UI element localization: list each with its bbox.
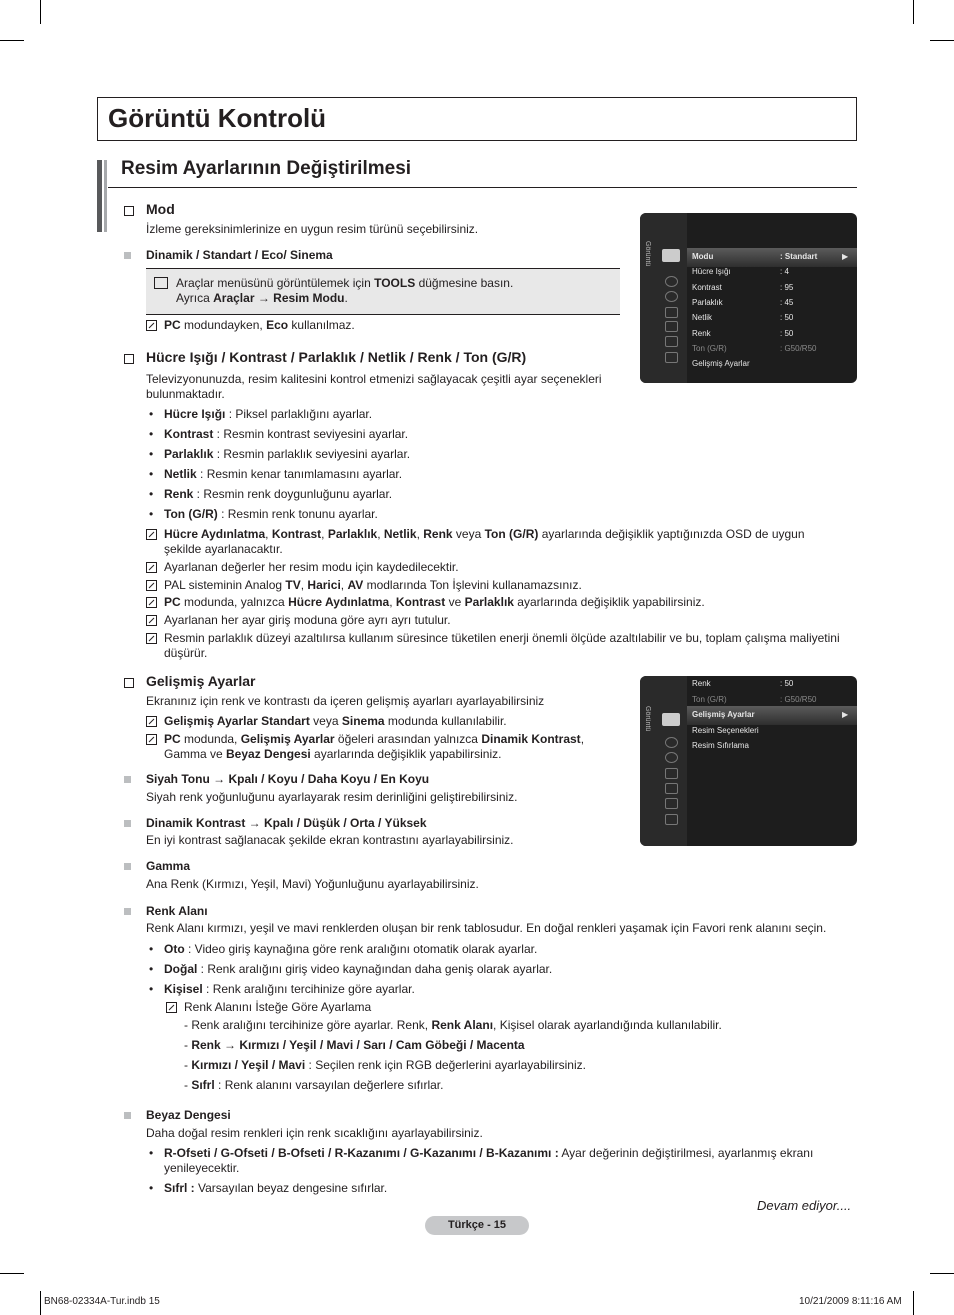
- cell-note-1: Hücre Aydınlatma, Kontrast, Parlaklık, Netlik, Renk veya Ton (G/R) ayarlarında değişiklik yaptığınızda OSD de uygun: [164, 527, 805, 541]
- black-tone-desc: Siyah renk yoğunluğunu ayarlayarak resim derinliğini geliştirebilirsiniz.: [146, 790, 518, 804]
- bullet-dot: •: [149, 427, 154, 441]
- note-icon: [146, 716, 157, 727]
- menu-item-value: : 95: [780, 282, 794, 292]
- mod-options: Dinamik / Standart / Eco/ Sinema: [146, 248, 333, 262]
- menu-item-label[interactable]: Resim Seçenekleri: [692, 725, 759, 735]
- crop-mark: [0, 1273, 24, 1274]
- square-bullet-icon: [124, 252, 131, 259]
- color-space-title: Renk Alanı: [146, 904, 208, 918]
- menu-icon: [665, 321, 678, 332]
- adv-note-2b: Gamma ve Beyaz Dengesi ayarlarında değişiklik yapabilirsiniz.: [164, 747, 502, 761]
- menu-arrow-icon: ▶: [842, 252, 849, 261]
- bullet-dot: •: [149, 1146, 154, 1160]
- menu-item-label[interactable]: Modu: [692, 252, 714, 261]
- checkbox-bullet-icon: [124, 354, 134, 364]
- continued-text: Devam ediyor....: [757, 1198, 852, 1213]
- square-bullet-icon: [124, 776, 131, 783]
- color-space-sub-1: - Renk aralığını tercihinize göre ayarlar. Renk, Renk Alanı, Kişisel olarak ayarlandığında kullanılabilir.: [184, 1018, 722, 1032]
- menu-item-label[interactable]: Kontrast: [692, 282, 722, 292]
- note-icon: [166, 1002, 177, 1013]
- menu-item-label[interactable]: Renk: [692, 328, 711, 338]
- menu-icon: [665, 336, 678, 347]
- color-space-item: Kişisel : Renk aralığını tercihinize göre ayarlar.: [164, 982, 415, 996]
- cell-desc: Televizyonunuzda, resim kalitesini kontrol etmenizi sağlayacak çeşitli ayar seçenekleri bulunmaktadır.: [146, 372, 602, 401]
- menu-icon: [665, 783, 678, 794]
- cell-note-1b: şekilde ayarlanacaktır.: [164, 542, 283, 556]
- bullet-dot: •: [149, 447, 154, 461]
- color-space-sub-2: - Renk → Kırmızı / Yeşil / Mavi / Sarı / Cam Göbeği / Macenta: [184, 1038, 525, 1052]
- menu-item-label[interactable]: Gelişmiş Ayarlar: [692, 359, 750, 369]
- color-space-note: Renk Alanını İsteğe Göre Ayarlama: [184, 1000, 372, 1014]
- menu-sidebar: [640, 213, 687, 383]
- section-title: Resim Ayarlarının Değiştirilmesi: [121, 158, 412, 179]
- menu-item-value: : 45: [780, 297, 794, 307]
- mod-note: PC modundayken, Eco kullanılmaz.: [164, 318, 355, 332]
- note-icon: [146, 597, 157, 608]
- cell-note-6: Resmin parlaklık düzeyi azaltılırsa kullanım süresince tüketilen enerji önemli ölçüde azaltılabilir ve bu, toplam çalışma maliyetini düşürür.: [164, 631, 840, 660]
- menu-item-label[interactable]: Ton (G/R): [692, 343, 727, 353]
- note-icon: [146, 580, 157, 591]
- cell-note-4: PC modunda, yalnızca Hücre Aydınlatma, Kontrast ve Parlaklık ayarlarında değişiklik yapabilirsiniz.: [164, 595, 705, 609]
- cell-heading: Hücre Işığı / Kontrast / Parlaklık / Netlik / Renk / Ton (G/R): [146, 349, 527, 365]
- black-tone-title: Siyah Tonu → Kpalı / Koyu / Daha Koyu / En Koyu: [146, 772, 430, 786]
- note-icon: [146, 633, 157, 644]
- dynamic-contrast-title: Dinamik Kontrast → Kpalı / Düşük / Orta / Yüksek: [146, 816, 427, 830]
- adv-note-2: PC modunda, Gelişmiş Ayarlar öğeleri arasından yalnızca Dinamik Kontrast,: [164, 732, 585, 746]
- note-icon: [146, 615, 157, 626]
- picture-menu-icon: [662, 249, 680, 262]
- section-bar: [97, 160, 102, 232]
- white-balance-item-1: R-Ofseti / G-Ofseti / B-Ofseti / R-Kazanımı / G-Kazanımı / B-Kazanımı : Ayar değerinin değiştirilmesi, ayarlanmış ekranı yenileyecektir.: [164, 1146, 814, 1175]
- menu-item-value: : G50/R50: [780, 694, 817, 704]
- menu-item-value: : Standart: [780, 252, 818, 261]
- tools-icon: [154, 277, 168, 289]
- menu-icon: [665, 768, 678, 779]
- menu-arrow-icon: ▶: [842, 710, 849, 719]
- tip-line-1: Araçlar menüsünü görüntülemek için TOOLS düğmesine basın.: [176, 276, 514, 290]
- crop-mark: [40, 1291, 41, 1315]
- note-icon: [146, 320, 157, 331]
- square-bullet-icon: [124, 820, 131, 827]
- adv-note-1: Gelişmiş Ayarlar Standart veya Sinema modunda kullanılabilir.: [164, 714, 507, 728]
- menu-item-label[interactable]: Netlik: [692, 313, 713, 323]
- mod-heading: Mod: [146, 201, 175, 217]
- bullet-dot: •: [149, 942, 154, 956]
- color-space-item: Doğal : Renk aralığını giriş video kaynağından daha geniş olarak ayarlar.: [164, 962, 553, 976]
- crop-mark: [40, 0, 41, 24]
- square-bullet-icon: [124, 863, 131, 870]
- crop-mark: [913, 1291, 914, 1315]
- mod-desc: İzleme gereksinimlerinize en uygun resim türünü seçebilirsiniz.: [146, 222, 479, 236]
- tip-line-2: Ayrıca Araçlar → Resim Modu.: [176, 291, 348, 305]
- white-balance-desc: Daha doğal resim renkleri için renk sıcaklığını ayarlayabilirsiniz.: [146, 1126, 483, 1140]
- checkbox-bullet-icon: [124, 678, 134, 688]
- square-bullet-icon: [124, 1112, 131, 1119]
- cell-item: Kontrast : Resmin kontrast seviyesini ayarlar.: [164, 427, 409, 441]
- menu-item-label[interactable]: Gelişmiş Ayarlar: [692, 710, 755, 719]
- checkbox-bullet-icon: [124, 206, 134, 216]
- file-info: BN68-02334A-Tur.indb 15: [44, 1296, 160, 1307]
- crop-mark: [930, 40, 954, 41]
- bullet-dot: •: [149, 407, 154, 421]
- cell-item: Parlaklık : Resmin parlaklık seviyesini ayarlar.: [164, 447, 411, 461]
- menu-item-label[interactable]: Resim Sıfırlama: [692, 741, 749, 750]
- menu-item-value: : 50: [780, 328, 794, 338]
- white-balance-item-2: Sıfrl : Varsayılan beyaz dengesine sıfırlar.: [164, 1181, 388, 1195]
- menu-icon: [665, 307, 678, 318]
- menu-side-label: Görüntü: [644, 706, 651, 732]
- cell-item: Ton (G/R) : Resmin renk tonunu ayarlar.: [164, 507, 378, 521]
- menu-item-label[interactable]: Hücre Işığı: [692, 267, 731, 277]
- crop-mark: [0, 40, 24, 41]
- cell-item: Netlik : Resmin kenar tanımlamasını ayarlar.: [164, 467, 403, 481]
- color-space-item: Oto : Video giriş kaynağına göre renk aralığını otomatik olarak ayarlar.: [164, 942, 538, 956]
- note-icon: [146, 562, 157, 573]
- menu-icon: [665, 798, 678, 809]
- cell-item: Renk : Resmin renk doygunluğunu ayarlar.: [164, 487, 393, 501]
- gamma-title: Gamma: [146, 859, 191, 873]
- section-bar: [104, 160, 107, 232]
- bullet-dot: •: [149, 507, 154, 521]
- menu-icon: [665, 291, 678, 302]
- bullet-dot: •: [149, 1181, 154, 1195]
- menu-icon: [665, 352, 678, 363]
- bullet-dot: •: [149, 467, 154, 481]
- color-space-sub-3: - Kırmızı / Yeşil / Mavi : Seçilen renk için RGB değerlerini ayarlayabilirsiniz.: [184, 1058, 586, 1072]
- osd-menu-advanced: [640, 676, 857, 846]
- page-number: Türkçe - 15: [447, 1219, 507, 1231]
- color-space-desc: Renk Alanı kırmızı, yeşil ve mavi renklerden oluşan bir renk tablosudur. En doğal renkleri yaşamak için Favori renk alanını seçin.: [146, 921, 827, 935]
- note-icon: [146, 529, 157, 540]
- color-space-sub-4: - Sıfrl : Renk alanını varsayılan değerlere sıfırlar.: [184, 1078, 444, 1092]
- square-bullet-icon: [124, 908, 131, 915]
- menu-item-label[interactable]: Renk: [692, 679, 711, 688]
- menu-icon: [665, 814, 678, 825]
- menu-item-value: : 50: [780, 313, 794, 323]
- cell-item: Hücre Işığı : Piksel parlaklığını ayarlar.: [164, 407, 373, 421]
- menu-item-label[interactable]: Parlaklık: [692, 297, 723, 307]
- crop-mark: [930, 1273, 954, 1274]
- bullet-dot: •: [149, 962, 154, 976]
- print-date: 10/21/2009 8:11:16 AM: [799, 1296, 902, 1307]
- menu-item-value: : 50: [780, 679, 794, 688]
- adv-heading: Gelişmiş Ayarlar: [146, 673, 256, 689]
- menu-item-value: : 4: [780, 267, 789, 277]
- adv-desc: Ekranınız için renk ve kontrastı da içeren gelişmiş ayarları ayarlayabilirsiniz: [146, 694, 545, 708]
- white-balance-title: Beyaz Dengesi: [146, 1108, 231, 1122]
- menu-sidebar: [640, 676, 687, 846]
- bullet-dot: •: [149, 487, 154, 501]
- menu-icon: [665, 276, 678, 287]
- bullet-dot: •: [149, 982, 154, 996]
- cell-note-2: Ayarlanan değerler her resim modu için kaydedilecektir.: [164, 560, 459, 574]
- crop-mark: [913, 0, 914, 24]
- menu-icon: [665, 737, 678, 748]
- gamma-desc: Ana Renk (Kırmızı, Yeşil, Mavi) Yoğunluğunu ayarlayabilirsiniz.: [146, 877, 479, 891]
- picture-menu-icon: [662, 713, 680, 726]
- dynamic-contrast-desc: En iyi kontrast sağlanacak şekilde ekran kontrastını ayarlayabilirsiniz.: [146, 833, 514, 847]
- note-icon: [146, 734, 157, 745]
- menu-side-label: Görüntü: [644, 241, 651, 267]
- divider: [108, 187, 857, 188]
- cell-note-5: Ayarlanan her ayar giriş moduna göre ayrı ayrı tutulur.: [164, 613, 451, 627]
- page-title: Görüntü Kontrolü: [108, 103, 327, 133]
- menu-item-value: : G50/R50: [780, 343, 817, 353]
- osd-menu-picture: [640, 213, 857, 383]
- menu-icon: [665, 752, 678, 763]
- cell-note-3: PAL sisteminin Analog TV, Harici, AV modlarında Ton İşlevini kullanamazsınız.: [164, 578, 582, 592]
- menu-item-label[interactable]: Ton (G/R): [692, 694, 727, 704]
